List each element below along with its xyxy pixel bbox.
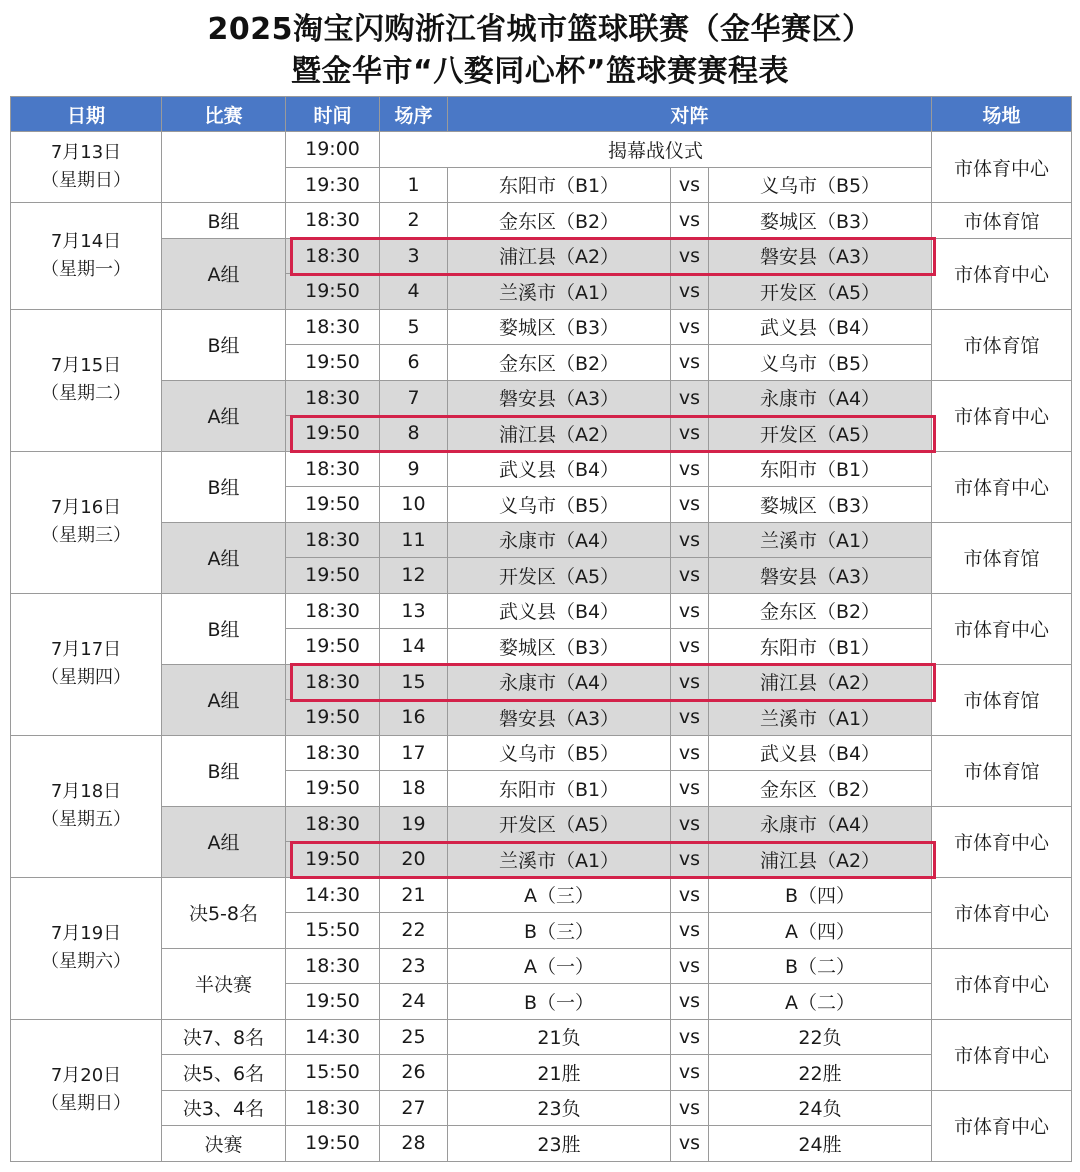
group-label [162, 132, 286, 203]
match-row [11, 806, 1072, 842]
group-label: B组 [162, 735, 286, 806]
match-row [11, 451, 1072, 487]
schedule-body [11, 132, 1072, 1162]
away-team: 义乌市（B5） [709, 345, 932, 381]
home-team: 金东区（B2） [448, 345, 671, 381]
match-time: 18:30 [286, 948, 380, 984]
match-no: 13 [380, 593, 448, 629]
match-time: 15:50 [286, 1055, 380, 1091]
group-label: A组 [162, 664, 286, 735]
header-venue: 场地 [932, 97, 1072, 132]
home-team: 东阳市（B1） [448, 771, 671, 807]
home-team: 磐安县（A3） [448, 380, 671, 416]
match-no: 9 [380, 451, 448, 487]
group-label: B组 [162, 451, 286, 522]
match-no: 7 [380, 380, 448, 416]
vs-label: vs [671, 771, 709, 807]
match-row [11, 132, 1072, 168]
match-time: 19:50 [286, 700, 380, 736]
match-no: 14 [380, 629, 448, 665]
home-team: 21负 [448, 1019, 671, 1055]
header-match-type: 比赛 [162, 97, 286, 132]
away-team: 金东区（B2） [709, 771, 932, 807]
venue-cell: 市体育中心 [932, 948, 1072, 1019]
date-text: 7月15日 [50, 355, 122, 376]
home-team: A（一） [448, 948, 671, 984]
match-no: 3 [380, 238, 448, 274]
venue-cell: 市体育中心 [932, 1090, 1072, 1161]
match-no: 8 [380, 416, 448, 452]
group-label: 决7、8名 [162, 1019, 286, 1055]
venue-cell: 市体育馆 [932, 735, 1072, 806]
match-no: 28 [380, 1126, 448, 1162]
away-team: 东阳市（B1） [709, 629, 932, 665]
match-time: 19:50 [286, 1126, 380, 1162]
venue-cell: 市体育馆 [932, 522, 1072, 593]
home-team: B（三） [448, 913, 671, 949]
match-time: 19:50 [286, 842, 380, 878]
vs-label: vs [671, 167, 709, 203]
weekday-text: （星期一） [41, 258, 131, 280]
venue-cell: 市体育中心 [932, 877, 1072, 948]
match-time: 15:50 [286, 913, 380, 949]
match-no: 1 [380, 167, 448, 203]
match-time: 19:50 [286, 274, 380, 310]
vs-label: vs [671, 1090, 709, 1126]
header-match-no: 场序 [380, 97, 448, 132]
away-team: 兰溪市（A1） [709, 700, 932, 736]
match-time: 18:30 [286, 238, 380, 274]
away-team: 22负 [709, 1019, 932, 1055]
date-text: 7月19日 [50, 923, 122, 944]
home-team: 磐安县（A3） [448, 700, 671, 736]
match-no: 22 [380, 913, 448, 949]
match-row [11, 664, 1072, 700]
vs-label: vs [671, 735, 709, 771]
match-row [11, 522, 1072, 558]
weekday-text: （星期三） [41, 525, 131, 546]
date-cell [11, 132, 162, 203]
vs-label: vs [671, 984, 709, 1020]
home-team: 武义县（B4） [448, 593, 671, 629]
vs-label: vs [671, 309, 709, 345]
match-no: 10 [380, 487, 448, 523]
weekday-text: （星期五） [41, 809, 131, 830]
match-row [11, 203, 1072, 239]
match-row [11, 238, 1072, 274]
match-row [11, 735, 1072, 771]
vs-label: vs [671, 558, 709, 594]
match-time: 18:30 [286, 380, 380, 416]
away-team: 浦江县（A2） [709, 664, 932, 700]
away-team: 24胜 [709, 1126, 932, 1162]
match-no: 18 [380, 771, 448, 807]
vs-label: vs [671, 238, 709, 274]
weekday-text: （星期日） [41, 170, 131, 191]
group-label: A组 [162, 380, 286, 451]
match-row [11, 948, 1072, 984]
date-cell [11, 1019, 162, 1161]
match-row [11, 1055, 1072, 1091]
schedule-table [10, 96, 1072, 1162]
away-team: 武义县（B4） [709, 309, 932, 345]
vs-label: vs [671, 203, 709, 239]
match-time: 18:30 [286, 451, 380, 487]
home-team: 23胜 [448, 1126, 671, 1162]
away-team: 磐安县（A3） [709, 238, 932, 274]
away-team: 24负 [709, 1090, 932, 1126]
group-label: A组 [162, 238, 286, 309]
match-time: 19:50 [286, 558, 380, 594]
venue-cell: 市体育中心 [932, 1019, 1072, 1090]
match-time: 18:30 [286, 664, 380, 700]
vs-label: vs [671, 1019, 709, 1055]
home-team: 浦江县（A2） [448, 238, 671, 274]
match-row [11, 309, 1072, 345]
home-team: 永康市（A4） [448, 664, 671, 700]
match-no: 5 [380, 309, 448, 345]
match-time: 19:50 [286, 771, 380, 807]
match-time: 18:30 [286, 735, 380, 771]
date-cell [11, 451, 162, 593]
vs-label: vs [671, 664, 709, 700]
home-team: 义乌市（B5） [448, 735, 671, 771]
venue-cell: 市体育馆 [932, 203, 1072, 239]
match-row [11, 1019, 1072, 1055]
match-no: 21 [380, 877, 448, 913]
vs-label: vs [671, 380, 709, 416]
venue-cell: 市体育馆 [932, 664, 1072, 735]
match-time: 18:30 [286, 1090, 380, 1126]
date-text: 7月16日 [50, 497, 122, 518]
match-time: 19:50 [286, 984, 380, 1020]
match-no: 12 [380, 558, 448, 594]
vs-label: vs [671, 487, 709, 523]
header-matchup: 对阵 [448, 97, 932, 132]
match-row [11, 877, 1072, 913]
venue-cell: 市体育中心 [932, 238, 1072, 309]
vs-label: vs [671, 1055, 709, 1091]
weekday-text: （星期二） [41, 383, 131, 404]
home-team: 兰溪市（A1） [448, 274, 671, 310]
weekday-text: （星期日） [41, 1093, 131, 1114]
venue-cell: 市体育中心 [932, 593, 1072, 664]
home-team: 23负 [448, 1090, 671, 1126]
away-team: B（四） [709, 877, 932, 913]
home-team: 永康市（A4） [448, 522, 671, 558]
match-no: 27 [380, 1090, 448, 1126]
vs-label: vs [671, 522, 709, 558]
home-team: 金东区（B2） [448, 203, 671, 239]
away-team: A（二） [709, 984, 932, 1020]
away-team: 磐安县（A3） [709, 558, 932, 594]
match-no: 19 [380, 806, 448, 842]
away-team: 兰溪市（A1） [709, 522, 932, 558]
group-label: 决赛 [162, 1126, 286, 1162]
match-no: 24 [380, 984, 448, 1020]
away-team: 开发区（A5） [709, 416, 932, 452]
home-team: 武义县（B4） [448, 451, 671, 487]
vs-label: vs [671, 629, 709, 665]
match-no: 23 [380, 948, 448, 984]
vs-label: vs [671, 700, 709, 736]
date-cell [11, 309, 162, 451]
match-row [11, 593, 1072, 629]
match-no: 16 [380, 700, 448, 736]
vs-label: vs [671, 274, 709, 310]
away-team: 永康市（A4） [709, 806, 932, 842]
match-no: 6 [380, 345, 448, 381]
match-no: 4 [380, 274, 448, 310]
vs-label: vs [671, 806, 709, 842]
away-team: 东阳市（B1） [709, 451, 932, 487]
date-text: 7月18日 [50, 781, 122, 802]
date-text: 7月17日 [50, 639, 122, 660]
match-no: 15 [380, 664, 448, 700]
vs-label: vs [671, 416, 709, 452]
header-row [11, 97, 1072, 132]
match-time: 18:30 [286, 522, 380, 558]
venue-cell: 市体育中心 [932, 806, 1072, 877]
venue-cell: 市体育馆 [932, 309, 1072, 380]
weekday-text: （星期四） [41, 667, 131, 688]
vs-label: vs [671, 451, 709, 487]
away-team: 婺城区（B3） [709, 203, 932, 239]
match-time: 14:30 [286, 1019, 380, 1055]
group-label: B组 [162, 593, 286, 664]
vs-label: vs [671, 948, 709, 984]
home-team: A（三） [448, 877, 671, 913]
away-team: 婺城区（B3） [709, 487, 932, 523]
home-team: 东阳市（B1） [448, 167, 671, 203]
away-team: 浦江县（A2） [709, 842, 932, 878]
match-time: 18:30 [286, 203, 380, 239]
match-no: 25 [380, 1019, 448, 1055]
match-row [11, 380, 1072, 416]
group-label: 决5-8名 [162, 877, 286, 948]
match-time: 19:50 [286, 345, 380, 381]
group-label: 决3、4名 [162, 1090, 286, 1126]
vs-label: vs [671, 877, 709, 913]
match-no: 17 [380, 735, 448, 771]
venue-cell: 市体育中心 [932, 132, 1072, 203]
match-time: 18:30 [286, 806, 380, 842]
venue-cell: 市体育中心 [932, 380, 1072, 451]
match-time: 19:50 [286, 416, 380, 452]
date-text: 7月14日 [50, 230, 122, 252]
match-no: 20 [380, 842, 448, 878]
date-cell [11, 735, 162, 877]
match-time: 19:50 [286, 487, 380, 523]
away-team: 开发区（A5） [709, 274, 932, 310]
group-label: B组 [162, 309, 286, 380]
home-team: 开发区（A5） [448, 558, 671, 594]
home-team: 浦江县（A2） [448, 416, 671, 452]
date-cell [11, 877, 162, 1019]
vs-label: vs [671, 842, 709, 878]
header-date: 日期 [11, 97, 162, 132]
away-team: 永康市（A4） [709, 380, 932, 416]
match-row [11, 1126, 1072, 1162]
vs-label: vs [671, 913, 709, 949]
date-text: 7月13日 [50, 142, 122, 163]
vs-label: vs [671, 345, 709, 381]
venue-cell: 市体育中心 [932, 451, 1072, 522]
date-cell [11, 593, 162, 735]
away-team: 22胜 [709, 1055, 932, 1091]
away-team: 武义县（B4） [709, 735, 932, 771]
date-cell [11, 203, 162, 310]
header-time: 时间 [286, 97, 380, 132]
schedule-title-line1: 2025淘宝闪购浙江省城市篮球联赛（金华赛区） [207, 12, 873, 47]
group-label: A组 [162, 806, 286, 877]
home-team: 婺城区（B3） [448, 629, 671, 665]
away-team: 义乌市（B5） [709, 167, 932, 203]
away-team: A（四） [709, 913, 932, 949]
home-team: 21胜 [448, 1055, 671, 1091]
match-row [11, 1090, 1072, 1126]
group-label: 决5、6名 [162, 1055, 286, 1091]
home-team: 开发区（A5） [448, 806, 671, 842]
match-time: 14:30 [286, 877, 380, 913]
group-label: A组 [162, 522, 286, 593]
away-team: B（二） [709, 948, 932, 984]
match-time: 18:30 [286, 593, 380, 629]
group-label: B组 [162, 203, 286, 239]
match-time: 19:30 [286, 167, 380, 203]
home-team: 义乌市（B5） [448, 487, 671, 523]
match-time: 18:30 [286, 309, 380, 345]
ceremony-label: 揭幕战仪式 [380, 132, 932, 168]
match-time: 19:00 [286, 132, 380, 168]
home-team: 兰溪市（A1） [448, 842, 671, 878]
match-no: 11 [380, 522, 448, 558]
vs-label: vs [671, 593, 709, 629]
match-time: 19:50 [286, 629, 380, 665]
schedule-title-line2: 暨金华市“八婺同心杯”篮球赛赛程表 [291, 54, 789, 89]
match-no: 2 [380, 203, 448, 239]
match-no: 26 [380, 1055, 448, 1091]
home-team: B（一） [448, 984, 671, 1020]
vs-label: vs [671, 1126, 709, 1162]
group-label: 半决赛 [162, 948, 286, 1019]
home-team: 婺城区（B3） [448, 309, 671, 345]
away-team: 金东区（B2） [709, 593, 932, 629]
date-text: 7月20日 [50, 1065, 122, 1086]
weekday-text: （星期六） [41, 951, 131, 972]
